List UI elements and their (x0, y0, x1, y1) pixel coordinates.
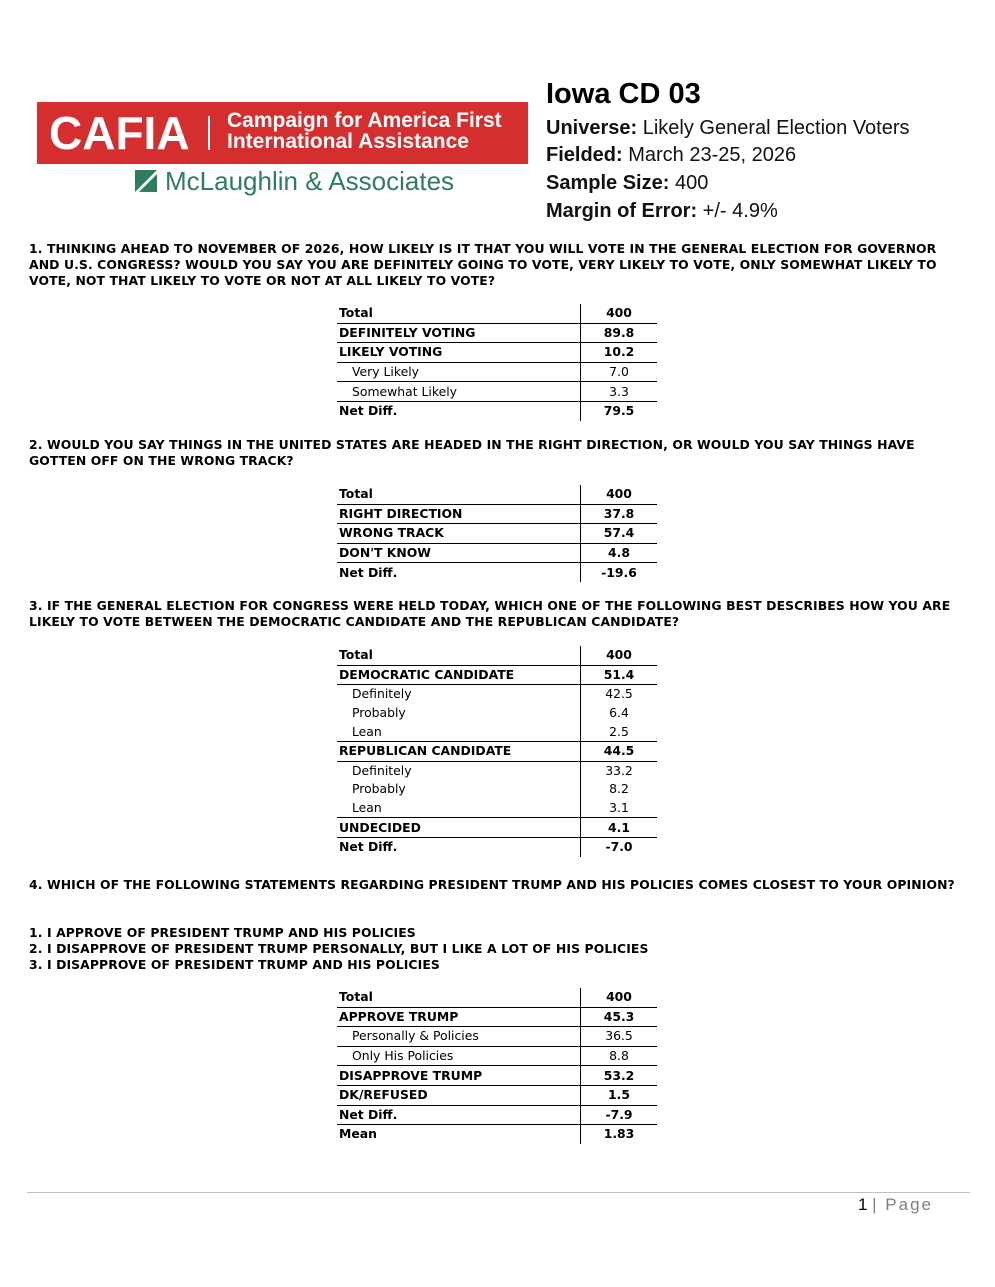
row-label: DEMOCRATIC CANDIDATE (337, 665, 581, 685)
row-value: 4.8 (581, 543, 658, 563)
row-label: Somewhat Likely (337, 382, 581, 402)
footer-divider (27, 1192, 970, 1193)
table-row (337, 543, 657, 563)
table-row (337, 1007, 657, 1027)
row-value: 4.1 (581, 818, 658, 838)
sample-line (546, 172, 708, 195)
table-row (337, 524, 657, 544)
row-value: 45.3 (581, 1007, 658, 1027)
row-value: 7.0 (581, 362, 658, 382)
logo-full-line2: International Assistance (227, 130, 469, 153)
row-label: Personally & Policies (337, 1027, 581, 1047)
question-1-text: 1. THINKING AHEAD TO NOVEMBER OF 2026, HOW LIKELY IS IT THAT YOU WILL VOTE IN THE GENERAL ELECTION FOR GOVERNOR AND U.S. CONGRESS? WOULD YOU SAY YOU ARE DEFINITELY GOING TO VOTE, VERY LIKELY TO VOTE, ONLY SOMEWHAT LIKELY TO VOTE, NOT THAT LIKELY TO VOTE OR NOT AT ALL LIKELY TO VOTE? (29, 241, 937, 288)
table-row (337, 818, 657, 838)
moe-line (546, 200, 778, 223)
row-label: DON'T KNOW (337, 543, 581, 563)
row-value: 400 (581, 646, 658, 665)
row-label: DEFINITELY VOTING (337, 323, 581, 343)
table-row (337, 665, 657, 685)
row-label: Net Diff. (337, 563, 581, 582)
table-row (337, 362, 657, 382)
row-value: 51.4 (581, 665, 658, 685)
row-label: Definitely (337, 761, 581, 780)
row-label: Net Diff. (337, 401, 581, 420)
table-row (337, 837, 657, 856)
table-row (337, 722, 657, 741)
row-value: 8.2 (609, 781, 629, 797)
table-row (337, 1125, 657, 1144)
row-value: 8.8 (581, 1046, 658, 1066)
question-2-text: 2. WOULD YOU SAY THINGS IN THE UNITED STATES ARE HEADED IN THE RIGHT DIRECTION, OR WOULD YOU SAY THINGS HAVE GOTTEN OFF ON THE WRONG TRACK? (29, 437, 915, 468)
table-row (337, 563, 657, 582)
cafia-logo (37, 102, 528, 164)
table-row (337, 988, 657, 1007)
row-value: 79.5 (603, 403, 635, 419)
table-row (337, 401, 657, 420)
logo-cafia-text: CAFIA (49, 107, 190, 159)
mclaughlin-name: McLaughlin & Associates (165, 166, 455, 196)
row-value: 42.5 (605, 686, 633, 702)
question-2-table (337, 485, 657, 582)
row-label: APPROVE TRUMP (337, 1007, 581, 1027)
table-row (337, 685, 657, 704)
table-row (337, 780, 657, 799)
row-value: 89.8 (581, 323, 658, 343)
row-value: 37.8 (581, 504, 658, 524)
table-row (337, 382, 657, 402)
table-row (337, 1066, 657, 1086)
table-row (337, 343, 657, 363)
row-value: 2.5 (581, 722, 658, 741)
table-row (337, 323, 657, 343)
option-1: 1. I APPROVE OF PRESIDENT TRUMP AND HIS POLICIES (29, 925, 416, 940)
row-value: 1.83 (603, 1126, 635, 1142)
row-label: RIGHT DIRECTION (337, 504, 581, 524)
table-row (337, 1105, 657, 1125)
table-row (337, 1085, 657, 1105)
row-label: LIKELY VOTING (337, 343, 581, 363)
sample-value: 400 (669, 172, 709, 194)
page-footer (858, 1195, 933, 1215)
table-row (337, 741, 657, 761)
row-value: 3.3 (581, 382, 658, 402)
row-value: 6.4 (609, 705, 629, 721)
table-row (337, 1046, 657, 1066)
fielded-value: March 23-25, 2026 (622, 144, 797, 166)
table-row (337, 646, 657, 665)
row-value: 33.2 (605, 762, 633, 778)
row-label: Mean (337, 1125, 581, 1144)
row-value: 3.1 (581, 799, 658, 818)
row-value: 53.2 (581, 1066, 658, 1086)
row-label: Net Diff. (337, 1105, 581, 1125)
table-row (337, 799, 657, 818)
table-row (337, 761, 657, 780)
row-value: 400 (581, 988, 658, 1007)
row-label: Total (337, 646, 581, 665)
universe-label: Universe: (546, 117, 638, 139)
moe-label: Margin of Error: (546, 200, 698, 222)
row-value: 400 (581, 304, 658, 323)
question-4-table (337, 988, 657, 1144)
row-value: 44.5 (581, 741, 658, 761)
row-label: REPUBLICAN CANDIDATE (337, 741, 581, 761)
logo-full-line1: Campaign for America First (227, 109, 502, 132)
row-label: DK/REFUSED (337, 1085, 581, 1105)
fielded-line (546, 144, 796, 167)
row-label: Very Likely (337, 362, 581, 382)
row-label: Only His Policies (337, 1046, 581, 1066)
sample-label: Sample Size: (546, 172, 670, 194)
moe-value: +/- 4.9% (697, 200, 778, 222)
row-label: Total (337, 988, 581, 1007)
logo-full-name (227, 110, 502, 152)
row-value: 1.5 (581, 1085, 658, 1105)
row-label: Definitely (337, 685, 581, 704)
table-row (337, 504, 657, 524)
row-value: -7.9 (581, 1105, 658, 1125)
row-value: 10.2 (581, 343, 658, 363)
question-4-text: 4. WHICH OF THE FOLLOWING STATEMENTS REGARDING PRESIDENT TRUMP AND HIS POLICIES COMES CLOSEST TO YOUR OPINION? (29, 877, 955, 892)
row-label: Probably (337, 780, 581, 799)
table-row (337, 1027, 657, 1047)
mclaughlin-logo (135, 165, 454, 197)
row-label: Total (337, 485, 581, 504)
row-value: 57.4 (581, 524, 658, 544)
page-label: | Page (872, 1195, 933, 1214)
mclaughlin-mark-icon (135, 170, 157, 192)
row-value: -7.0 (605, 839, 633, 855)
row-label: UNDECIDED (337, 818, 581, 838)
universe-value: Likely General Election Voters (637, 117, 910, 139)
question-3-table (337, 646, 657, 857)
option-2: 2. I DISAPPROVE OF PRESIDENT TRUMP PERSONALLY, BUT I LIKE A LOT OF HIS POLICIES (29, 941, 649, 956)
row-label: Lean (337, 722, 581, 741)
logo-divider (208, 116, 210, 150)
page-title: Iowa CD 03 (546, 78, 701, 110)
question-4-options (29, 925, 969, 973)
row-value: 36.5 (581, 1027, 658, 1047)
page-number: 1 (857, 1195, 868, 1214)
option-3: 3. I DISAPPROVE OF PRESIDENT TRUMP AND HIS POLICIES (29, 957, 440, 972)
table-row (337, 704, 657, 723)
row-label: Probably (337, 704, 581, 723)
universe-line (546, 117, 910, 140)
row-value: 400 (581, 485, 658, 504)
row-value: -19.6 (601, 564, 637, 580)
table-row (337, 304, 657, 323)
fielded-label: Fielded: (546, 144, 623, 166)
question-3-text: 3. IF THE GENERAL ELECTION FOR CONGRESS WERE HELD TODAY, WHICH ONE OF THE FOLLOWING BEST DESCRIBES HOW YOU ARE LIKELY TO VOTE BETWEEN THE DEMOCRATIC CANDIDATE AND THE REPUBLICAN CANDIDATE? (29, 598, 951, 629)
table-row (337, 485, 657, 504)
question-1-table (337, 304, 657, 421)
row-label: Net Diff. (337, 837, 581, 856)
row-label: Lean (337, 799, 581, 818)
row-label: Total (337, 304, 581, 323)
row-label: WRONG TRACK (337, 524, 581, 544)
row-label: DISAPPROVE TRUMP (337, 1066, 581, 1086)
